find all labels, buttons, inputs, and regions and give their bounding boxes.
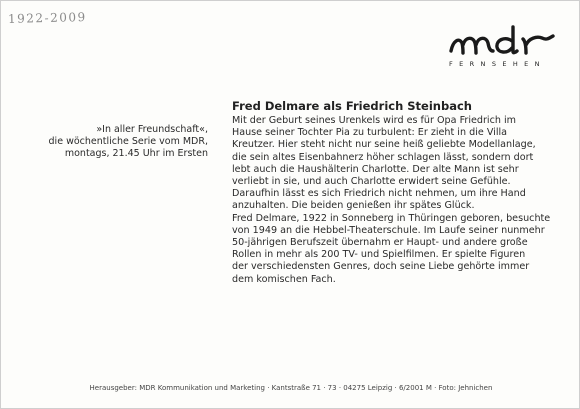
publisher-footer: Herausgeber: MDR Kommunikation und Marketing · Kantstraße 71 · 73 · 04275 Leipzig · 6/2001 M · Foto: Jehnichen [89,384,493,392]
article-line: lebt auch die Haushälterin Charlotte. Der alte Mann ist sehr [232,163,519,175]
article-body [232,115,562,286]
article-line: Daraufhin lässt es sich Friedrich nicht nehmen, um ihre Hand [232,188,526,200]
article-line: von 1949 an die Hebbel-Theaterschule. Im Laufe seiner nunmehr [232,224,545,236]
article-line: Fred Delmare, 1922 in Sonneberg in Thüringen geboren, besuchte [232,212,551,224]
series-note-line: die wöchentliche Serie vom MDR, [48,136,208,147]
article-line: Kreutzer. Hier steht nicht nur seine heiß geliebte Modellanlage, [232,139,536,151]
series-note-line: montags, 21.45 Uhr im Ersten [64,148,208,159]
series-note-line: »In aller Freundschaft«, [96,124,208,135]
handwritten-date-note: 1922-2009 [7,9,87,27]
article-line: verliebt in sie, und auch Charlotte erwidert seine Gefühle. [232,176,511,188]
article-line: 50-jährigen Berufszeit übernahm er Haupt- und andere große [232,237,528,249]
series-note [8,124,208,160]
mdr-wordmark-graphic [449,23,559,63]
logo-subline: FERNSEHEN [449,60,546,68]
article-line: anzuhalten. Die beiden genießen ihr spätes Glück. [232,200,475,212]
article-line: Hause seiner Tochter Pia zu turbulent: Er zieht in die Villa [232,127,508,139]
article-title: Fred Delmare als Friedrich Steinbach [232,99,472,113]
article-line: Rollen in mehr als 200 TV- und Spielfilmen. Er spielte Figuren [232,249,526,261]
article-line: die sein altes Eisenbahnerz höher schlagen lässt, sondern dort [232,151,534,163]
article-line: Mit der Geburt seines Urenkels wird es für Opa Friedrich im [232,115,517,126]
article-line: der verschiedensten Genres, doch seine Liebe gehörte immer [232,261,530,273]
article-line: dem komischen Fach. [232,273,336,285]
